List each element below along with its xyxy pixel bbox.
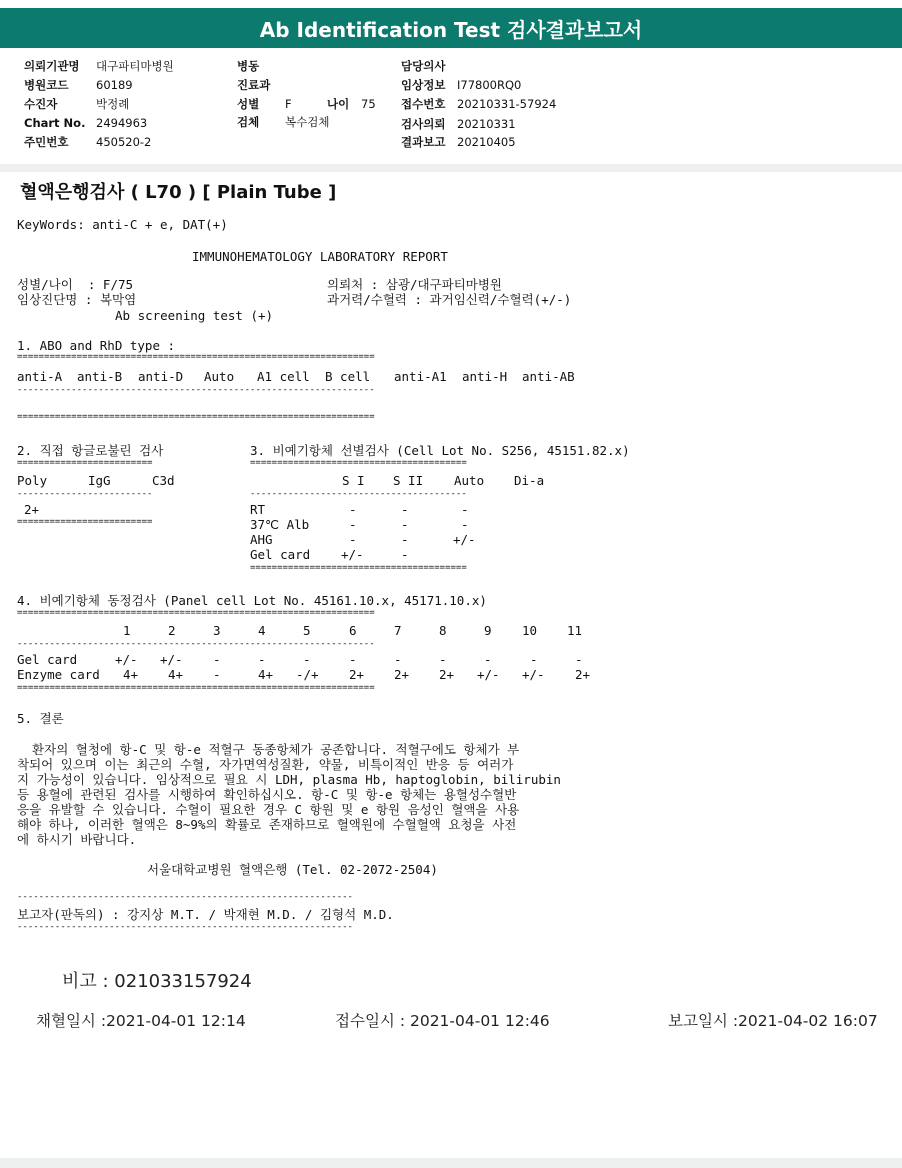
divider <box>0 164 902 172</box>
screen-header-0: S I <box>342 473 365 488</box>
panel-col: 5 <box>303 623 311 638</box>
panel-cell: +/- <box>477 667 500 682</box>
hospital-contact: 서울대학교병원 혈액은행 (Tel. 02-2072-2504) <box>147 862 438 877</box>
conclusion-line: 응을 유발할 수 있습니다. 수혈이 필요한 경우 C 항원 및 e 항원 음성인 혈액을 사용 <box>17 802 520 817</box>
patient-history: 과거력/수혈력 : 과거임신력/수혈력(+/-) <box>327 292 572 307</box>
screen-header-2: Auto <box>454 473 485 488</box>
panel-cell: 4+ <box>123 667 139 682</box>
abo-header-0: anti-A <box>17 369 63 384</box>
patient-sex-age: 성별/나이 : F/75 <box>17 277 134 292</box>
panel-cell: - <box>213 652 221 667</box>
screen-cell: - <box>349 502 357 517</box>
abo-header-1: anti-B <box>77 369 123 384</box>
panel-cell: - <box>213 667 221 682</box>
abo-header-7: anti-H <box>462 369 508 384</box>
panel-cell: 2+ <box>349 667 365 682</box>
field-label: 진료과 <box>237 78 271 92</box>
conclusion-title: 5. 결론 <box>17 711 64 726</box>
report-title: Ab Identification Test 검사결과보고서 <box>259 17 643 42</box>
abo-header-5: B cell <box>325 369 371 384</box>
abo-title: 1. ABO and RhD type : <box>17 338 176 353</box>
panel-title: 4. 비예기항체 동정검사 (Panel cell Lot No. 45161.10.x, 45171.10.x) <box>17 593 487 608</box>
panel-cell: - <box>530 652 538 667</box>
header-row <box>401 77 521 93</box>
screen-title: 3. 비예기항체 선별검사 (Cell Lot No. S256, 45151.82.x) <box>250 443 630 458</box>
header-row <box>401 134 516 150</box>
panel-col: 9 <box>484 623 492 638</box>
header-info <box>0 52 902 162</box>
panel-cell: - <box>575 652 583 667</box>
panel-cell: - <box>303 652 311 667</box>
field-value: 대구파티마병원 <box>96 59 174 73</box>
field-label: 검사의뢰 <box>401 117 446 131</box>
header-row <box>401 116 516 132</box>
field-label: 의뢰기관명 <box>24 59 80 73</box>
panel-cell: +/- <box>522 667 545 682</box>
abo-line-bottom: ================================================================== <box>17 412 375 422</box>
received-datetime: 접수일시 : 2021-04-01 12:46 <box>335 1012 550 1030</box>
screen-row-label: RT <box>250 502 266 517</box>
header-row <box>237 96 376 112</box>
panel-cell: 4+ <box>258 667 274 682</box>
dat-line-bottom: ========================= <box>17 517 153 527</box>
dat-value: 2+ <box>24 502 40 517</box>
screen-cell: +/- <box>453 532 476 547</box>
field-label: 병원코드 <box>24 78 69 92</box>
field-value: 20210405 <box>457 135 516 149</box>
panel-col: 7 <box>394 623 402 638</box>
panel-cell: - <box>439 652 447 667</box>
screen-cell: - <box>401 547 409 562</box>
panel-cell: - <box>484 652 492 667</box>
field-value: 20210331 <box>457 117 516 131</box>
panel-cell: +/- <box>160 652 183 667</box>
reported-datetime: 보고일시 :2021-04-02 16:07 <box>668 1012 878 1030</box>
dat-line-top: ========================= <box>17 458 153 468</box>
panel-line-bottom: ================================================================== <box>17 683 375 693</box>
remark: 비고 : 021033157924 <box>62 971 252 992</box>
header-row <box>24 58 174 74</box>
field-value: 450520-2 <box>96 135 152 149</box>
header-row <box>401 58 457 74</box>
report-title-bar <box>0 8 902 48</box>
patient-diagnosis: 임상진단명 : 복막염 <box>17 292 137 307</box>
dat-line-mid: ------------------------- <box>17 489 153 499</box>
panel-cell: - <box>258 652 266 667</box>
field-label: 성별 <box>237 97 260 111</box>
field-value: 박정례 <box>96 97 130 111</box>
screen-cell: - <box>349 517 357 532</box>
dat-title: 2. 직접 항글로불린 검사 <box>17 443 164 458</box>
panel-cell: 2+ <box>394 667 410 682</box>
screen-header-3: Di-a <box>514 473 545 488</box>
bottom-band <box>0 1158 902 1168</box>
screen-cell: - <box>401 517 409 532</box>
collected-datetime: 채혈일시 :2021-04-01 12:14 <box>36 1012 246 1030</box>
field-value: 75 <box>361 97 376 111</box>
section-title: 혈액은행검사 ( L70 ) [ Plain Tube ] <box>20 182 337 203</box>
panel-col: 4 <box>258 623 266 638</box>
field-value: I77800RQ0 <box>457 78 522 92</box>
header-row <box>401 96 556 112</box>
screen-row-label: 37℃ Alb <box>250 517 310 532</box>
screen-cell: - <box>401 532 409 547</box>
panel-cell: 2+ <box>575 667 591 682</box>
field-value: 60189 <box>96 78 133 92</box>
screen-cell: - <box>461 517 469 532</box>
abo-header-6: anti-A1 <box>394 369 447 384</box>
header-row <box>237 114 329 130</box>
panel-cell: +/- <box>115 652 138 667</box>
conclusion-line: 착되어 있으며 이는 최근의 수혈, 자가면역성질환, 약물, 비특이적인 반응 등 여러가 <box>17 757 514 772</box>
reporter-line-bottom: -------------------------------------------------------------- <box>17 922 353 932</box>
panel-col: 6 <box>349 623 357 638</box>
field-label: 주민번호 <box>24 135 69 149</box>
abo-header-2: anti-D <box>138 369 184 384</box>
reporter-line-top: -------------------------------------------------------------- <box>17 892 353 902</box>
header-row <box>24 77 133 93</box>
screen-cell: +/- <box>341 547 364 562</box>
lab-report-heading: IMMUNOHEMATOLOGY LABORATORY REPORT <box>192 249 448 264</box>
panel-row-label: Enzyme card <box>17 667 100 682</box>
panel-cell: 2+ <box>439 667 455 682</box>
conclusion-line: 해야 하나, 이러한 혈액은 8~9%의 확률로 존재하므로 혈액원에 수혈혈액 요청을 사전 <box>17 817 517 832</box>
header-row <box>24 116 147 130</box>
screen-line-bottom: ======================================== <box>250 563 467 573</box>
screen-cell: - <box>461 502 469 517</box>
field-label: 수진자 <box>24 97 58 111</box>
header-row <box>237 58 285 74</box>
reporter: 보고자(판독의) : 강지상 M.T. / 박재현 M.D. / 김형석 M.D. <box>17 907 394 922</box>
conclusion-line: 환자의 혈청에 항-C 및 항-e 적혈구 동종항체가 공존합니다. 적혈구에도 항체가 부 <box>17 742 520 757</box>
field-value: 복수검체 <box>285 115 330 129</box>
abo-header-8: anti-AB <box>522 369 575 384</box>
dat-header-1: IgG <box>88 473 111 488</box>
panel-cell: - <box>349 652 357 667</box>
header-row <box>24 134 151 150</box>
field-label: Chart No. <box>24 116 86 130</box>
abo-line-top: ================================================================== <box>17 352 375 362</box>
keywords: KeyWords: anti-C + e, DAT(+) <box>17 217 228 232</box>
conclusion-line: 에 하시기 바랍니다. <box>17 832 137 847</box>
panel-cell: 4+ <box>168 667 184 682</box>
field-label: 병동 <box>237 59 260 73</box>
panel-row-label: Gel card <box>17 652 78 667</box>
header-row <box>24 96 129 112</box>
field-value: 2494963 <box>96 116 148 130</box>
dat-header-0: Poly <box>17 473 48 488</box>
panel-col: 2 <box>168 623 176 638</box>
dat-header-2: C3d <box>152 473 175 488</box>
screen-line-mid: ---------------------------------------- <box>250 489 467 499</box>
field-label: 임상정보 <box>401 78 446 92</box>
abo-header-4: A1 cell <box>257 369 310 384</box>
screen-cell: - <box>401 502 409 517</box>
conclusion-line: 지 가능성이 있습니다. 임상적으로 필요 시 LDH, plasma Hb, haptoglobin, bilirubin <box>17 772 561 787</box>
patient-requester: 의뢰처 : 삼광/대구파티마병원 <box>327 277 503 292</box>
conclusion-line: 등 용혈에 관련된 검사를 시행하여 확인하십시오. 항-C 및 항-e 항체는 용혈성수혈반 <box>17 787 517 802</box>
patient-screen: Ab screening test (+) <box>115 308 274 323</box>
abo-header-3: Auto <box>204 369 235 384</box>
header-row <box>237 77 285 93</box>
screen-row-label: Gel card <box>250 547 311 562</box>
field-value: 20210331-57924 <box>457 97 557 111</box>
screen-row-label: AHG <box>250 532 273 547</box>
field-value: F <box>285 97 292 111</box>
panel-cell: - <box>394 652 402 667</box>
panel-col: 11 <box>567 623 583 638</box>
field-label: 접수번호 <box>401 97 446 111</box>
panel-col: 1 <box>123 623 131 638</box>
panel-col: 8 <box>439 623 447 638</box>
field-label: 결과보고 <box>401 135 446 149</box>
screen-cell: - <box>349 532 357 547</box>
panel-line-mid: ------------------------------------------------------------------ <box>17 639 375 649</box>
field-label: 나이 <box>327 97 350 111</box>
screen-header-1: S II <box>393 473 424 488</box>
panel-col: 10 <box>522 623 538 638</box>
panel-cell: -/+ <box>296 667 319 682</box>
abo-line-mid: ------------------------------------------------------------------ <box>17 385 375 395</box>
field-label: 검체 <box>237 115 260 129</box>
field-label: 담당의사 <box>401 59 446 73</box>
screen-line-top: ======================================== <box>250 458 467 468</box>
panel-col: 3 <box>213 623 221 638</box>
panel-line-top: ================================================================== <box>17 608 375 618</box>
